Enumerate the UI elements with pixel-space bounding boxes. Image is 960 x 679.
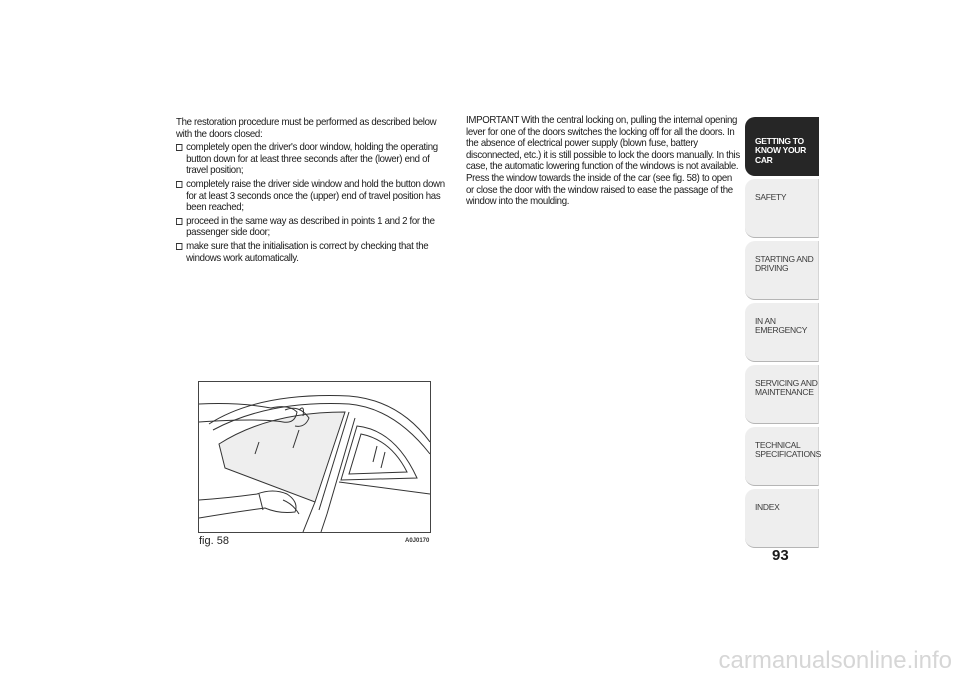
watermark-text: carmanualsonline.info	[718, 647, 952, 674]
tab-servicing-and-maintenance[interactable]: SERVICING AND MAINTENANCE	[745, 365, 819, 424]
figure-caption: fig. 58	[199, 535, 229, 547]
checkbox-bullet-icon	[176, 218, 182, 225]
tab-starting-and-driving[interactable]: STARTING AND DRIVING	[745, 241, 819, 300]
checkbox-bullet-icon	[176, 243, 182, 250]
tab-technical-specifications[interactable]: TECHNICAL SPECIFICATIONS	[745, 427, 819, 486]
step-text: completely open the driver's door window, holding the operating button down for at least three seconds after the (lower) end of travel position;	[186, 141, 438, 177]
left-text-column	[176, 117, 452, 264]
step-text: make sure that the initialisation is correct by checking that the windows work automatically.	[186, 239, 429, 264]
car-door-window-illustration	[199, 382, 430, 532]
figure-code: A0J0170	[405, 538, 430, 544]
important-paragraph: IMPORTANT With the central locking on, pulling the internal opening lever for one of the doors switches the locking off for all the doors. In the absence of electrical power supply (blown fuse, battery disconnected, etc.) it is still possible to lock the doors manually. In this case, the automatic lowering function of the windows is not available. Press the window towards the inside of the car (see fig. 58) to open or close the door with the window raised to ease the passage of the window into the moulding.	[466, 114, 740, 208]
tab-safety[interactable]: SAFETY	[745, 179, 819, 238]
list-item	[176, 142, 452, 177]
checkbox-bullet-icon	[176, 181, 182, 188]
list-item	[176, 216, 452, 239]
tab-index[interactable]: INDEX	[745, 489, 819, 548]
procedure-steps	[176, 142, 452, 264]
intro-paragraph: The restoration procedure must be performed as described below with the doors closed:	[176, 116, 437, 140]
right-text-column	[466, 115, 742, 208]
tab-getting-to-know-your-car[interactable]: GETTING TO KNOW YOUR CAR	[745, 117, 819, 176]
step-text: completely raise the driver side window and hold the button down for at least 3 seconds once the (upper) end of travel position has been reached;	[186, 177, 445, 214]
step-text: proceed in the same way as described in points 1 and 2 for the passenger side door;	[186, 214, 435, 239]
tab-in-an-emergency[interactable]: IN AN EMERGENCY	[745, 303, 819, 362]
figure-illustration	[198, 381, 431, 533]
checkbox-bullet-icon	[176, 144, 182, 151]
page-number: 93	[772, 547, 789, 564]
list-item	[176, 241, 452, 264]
list-item	[176, 179, 452, 214]
chapter-tabs	[745, 117, 822, 551]
